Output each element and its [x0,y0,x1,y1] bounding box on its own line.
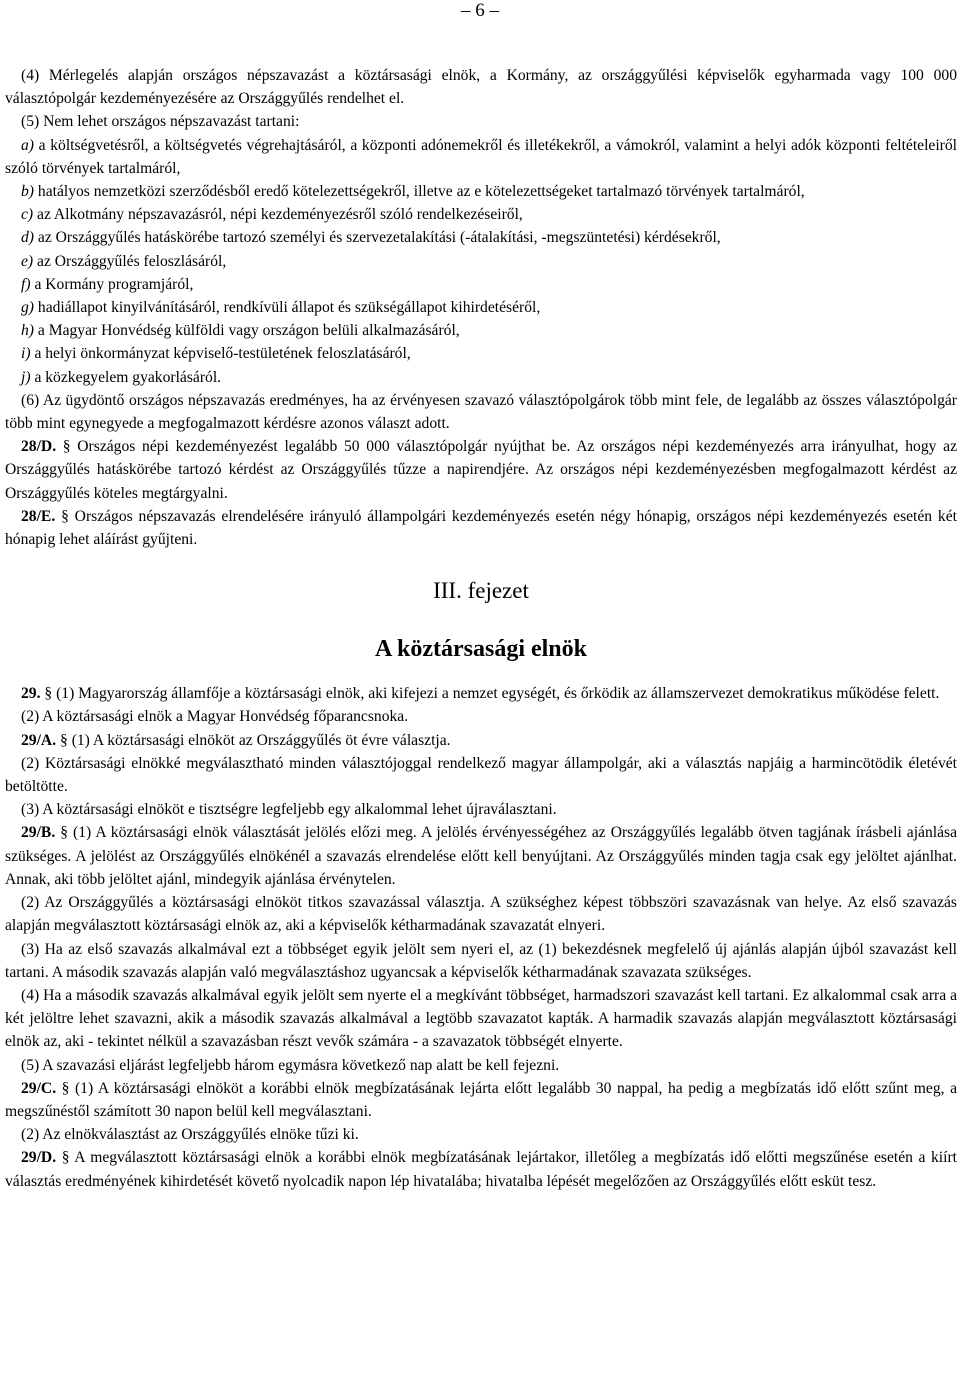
paragraph-text: (3) Ha az első szavazás alkalmával ezt a többséget egyik jelölt sem nyeri el, az (1) bekezdésnek megfelelő új ajánlás alapján újból szavazást kell tartani. A második szavazás alapján való megválasztáshoz ugyancsak a képviselők kétharmadának szavazata szükséges. [5,940,957,981]
paragraph-text: (3) A köztársasági elnököt e tisztségre legfeljebb egy alkalommal lehet újraválasztani. [21,801,557,819]
paragraph-text: az Országgyűlés hatáskörébe tartozó személyi és szervezetalakítási (-átalakítási, -megszüntetési) kérdésekről, [37,229,721,247]
paragraph-text: § A megválasztott köztársasági elnök a korábbi elnök megbízatásának lejártakor, illetőleg a megbízatás idő előtti megszűnése esetén a kiírt választás eredményének kihirdetését követő nyolcadik napon lép hivatalába; hivatalba lépését megelőzően az Országgyűlés előtt esküt tesz. [5,1149,957,1190]
paragraph-text: (5) A szavazási eljárást legfeljebb három egymásra következő nap alatt be kell fejezni. [21,1056,560,1074]
list-item [5,226,957,249]
paragraph-text: (2) A köztársasági elnök a Magyar Honvédség főparancsnoka. [21,708,409,726]
section-paragraph [5,505,957,551]
section-number: 29/A. [21,731,57,749]
item-label: a) [21,136,34,154]
section-number: 29/C. [21,1079,57,1097]
section-paragraph [5,435,957,505]
item-label: h) [21,322,34,340]
paragraph [5,64,957,110]
list-item [5,296,957,319]
paragraph-text: a Kormány programjáról, [34,275,194,293]
chapter-title: A köztársasági elnök [374,636,587,663]
section-number: 29/B. [21,824,56,842]
paragraph-text: § (1) Magyarország államfője a köztársasági elnök, aki kifejezi a nemzet egységét, és őrködik az államszervezet demokratikus működése felett. [44,685,940,703]
paragraph [5,984,957,1054]
paragraph-text: az Országgyűlés feloszlásáról, [37,252,227,270]
section-number: 28/E. [21,507,56,525]
list-item [5,342,957,365]
page-number: – 6 – [461,0,499,21]
paragraph-text: (4) Mérlegelés alapján országos népszavazást a köztársasági elnök, a Kormány, az országgyűlési képviselők egyharmada vagy 100 000 választópolgár kezdeményezésére az Országgyűlés rendelhet el. [5,67,957,108]
section-paragraph [5,821,957,891]
paragraph [5,752,957,798]
list-item [5,319,957,342]
paragraph-text: § Országos népszavazás elrendelésére irányuló állampolgári kezdeményezés esetén négy hónapig, országos népi kezdeményezés esetén két hónapig lehet aláírást gyűjteni. [5,507,957,549]
list-item [5,250,957,273]
paragraph-text: (2) Az Országgyűlés a köztársasági elnököt titkos szavazással választja. A szükséghez képest többszöri szavazásnak van helye. Az első szavazás alapján megválasztott köztársasági elnök az, aki a képviselők kétharmadának szavazatát elnyeri. [5,894,957,935]
paragraph-text: § Országos népi kezdeményezést legalább 50 000 választópolgár nyújthat be. Az országos népi kezdeményezés arra irányulhat, hogy az Országgyűlés hatáskörébe tartozó kérdést az Országgyűlés tűzze a napirendjére. Az országos népi kezdeményezésben megfogalmazott kérdést az Országgyűlés köteles megtárgyalni. [5,438,957,502]
paragraphs-after-chapter [5,682,957,1192]
list-item [5,134,957,180]
paragraph-text: a költségvetésről, a költségvetés végrehajtásáról, a központi adónemekről és illetékekről, a vámokról, valamint a helyi adók központi feltételeiről szóló törvények tartalmáról, [5,136,958,177]
section-paragraph [5,1077,957,1123]
paragraph-text: a helyi önkormányzat képviselő-testületének feloszlatásáról, [34,345,411,363]
paragraph-text: hadiállapot kinyilvánításáról, rendkívüli állapot és szükségállapot kihirdetéséről, [37,299,541,317]
item-label: j) [21,368,31,386]
list-item [5,180,957,203]
paragraph-text: (2) Az elnökválasztást az Országgyűlés elnöke tűzi ki. [21,1126,359,1144]
paragraph-text: (4) Ha a második szavazás alkalmával egyik jelölt sem nyerte el a megkívánt többséget, harmadszori szavazást kell tartani. Ez alkalommal csak arra a két jelöltre lehet szavazni, akik a második szavazás alkalmával a legtöbb szavazatot kapták. A harmadik szavazás alapján megválasztott köztársasági elnök az, aki - tekintet nélkül a szavazásban részt vevők számára - a szavazatok többségét elnyerte. [5,986,957,1051]
section-paragraph [5,729,957,752]
paragraph-text: a Magyar Honvédség külföldi vagy országon belüli alkalmazásáról, [37,322,460,340]
paragraph-text: az Alkotmány népszavazásról, népi kezdeményezésről szóló rendelkezéseiről, [37,206,523,224]
paragraph-text: § (1) A köztársasági elnököt az Országgyűlés öt évre választja. [60,731,451,749]
paragraph [5,110,957,133]
item-label: d) [21,229,34,247]
paragraphs-before-chapter [5,64,957,551]
paragraph [5,938,957,984]
paragraph [5,705,957,728]
item-label: f) [21,275,31,293]
item-label: b) [21,183,34,201]
paragraph-text: hatályos nemzetközi szerződésből eredő kötelezettségekről, illetve az e kötelezettségeket tartalmazó törvények tartalmáról, [37,183,805,201]
document-body [5,64,957,1193]
list-item [5,203,957,226]
section-number: 28/D. [21,438,57,456]
item-label: i) [21,345,31,363]
paragraph-text: (6) Az ügydöntő országos népszavazás eredményes, ha az érvényesen szavazó választópolgárok több mint fele, de legalább az összes választópolgár több mint egynegyede a megfogalmazott kérdésre azonos választ adott. [5,391,957,433]
item-label: c) [21,206,34,224]
paragraph [5,1054,957,1077]
paragraph-text: (2) Köztársasági elnökké megválasztható minden választójoggal rendelkező magyar állampolgár, aki a választás napjáig a harmincötödik életévét betöltötte. [5,754,957,796]
section-paragraph [5,1146,957,1192]
section-paragraph [5,682,957,705]
paragraph [5,389,957,435]
paragraph [5,1123,957,1146]
list-item [5,273,957,296]
paragraph-text: a közkegyelem gyakorlásáról. [34,368,222,386]
paragraph [5,798,957,821]
section-number: 29/D. [21,1149,57,1167]
paragraph-text: § (1) A köztársasági elnök választását jelölés előzi meg. A jelölés érvényességéhez az Országgyűlés legalább ötven tagjának írásbeli ajánlása szükséges. A jelölést az Országgyűlés elnökénél a szavazás elrendelése előtt kell benyújtani. Az Országgyűlés minden tagja csak egy jelöltet ajánlhat. Annak, aki több jelöltet ajánl, mindegyik ajánlása érvénytelen. [5,824,957,888]
paragraph-text: § (1) A köztársasági elnököt a korábbi elnök megbízatásának lejárta előtt legalább 30 nappal, ha pedig a megbízatás idő előtt szűnt meg, a megszűnéstől számított 30 napon belül kell megválasztani. [5,1079,957,1120]
list-item [5,366,957,389]
section-number: 29. [21,685,41,703]
chapter-number: III. fejezet [433,578,529,604]
paragraph [5,891,957,937]
item-label: e) [21,252,34,270]
paragraph-text: (5) Nem lehet országos népszavazást tartani: [21,113,300,131]
item-label: g) [21,299,34,317]
